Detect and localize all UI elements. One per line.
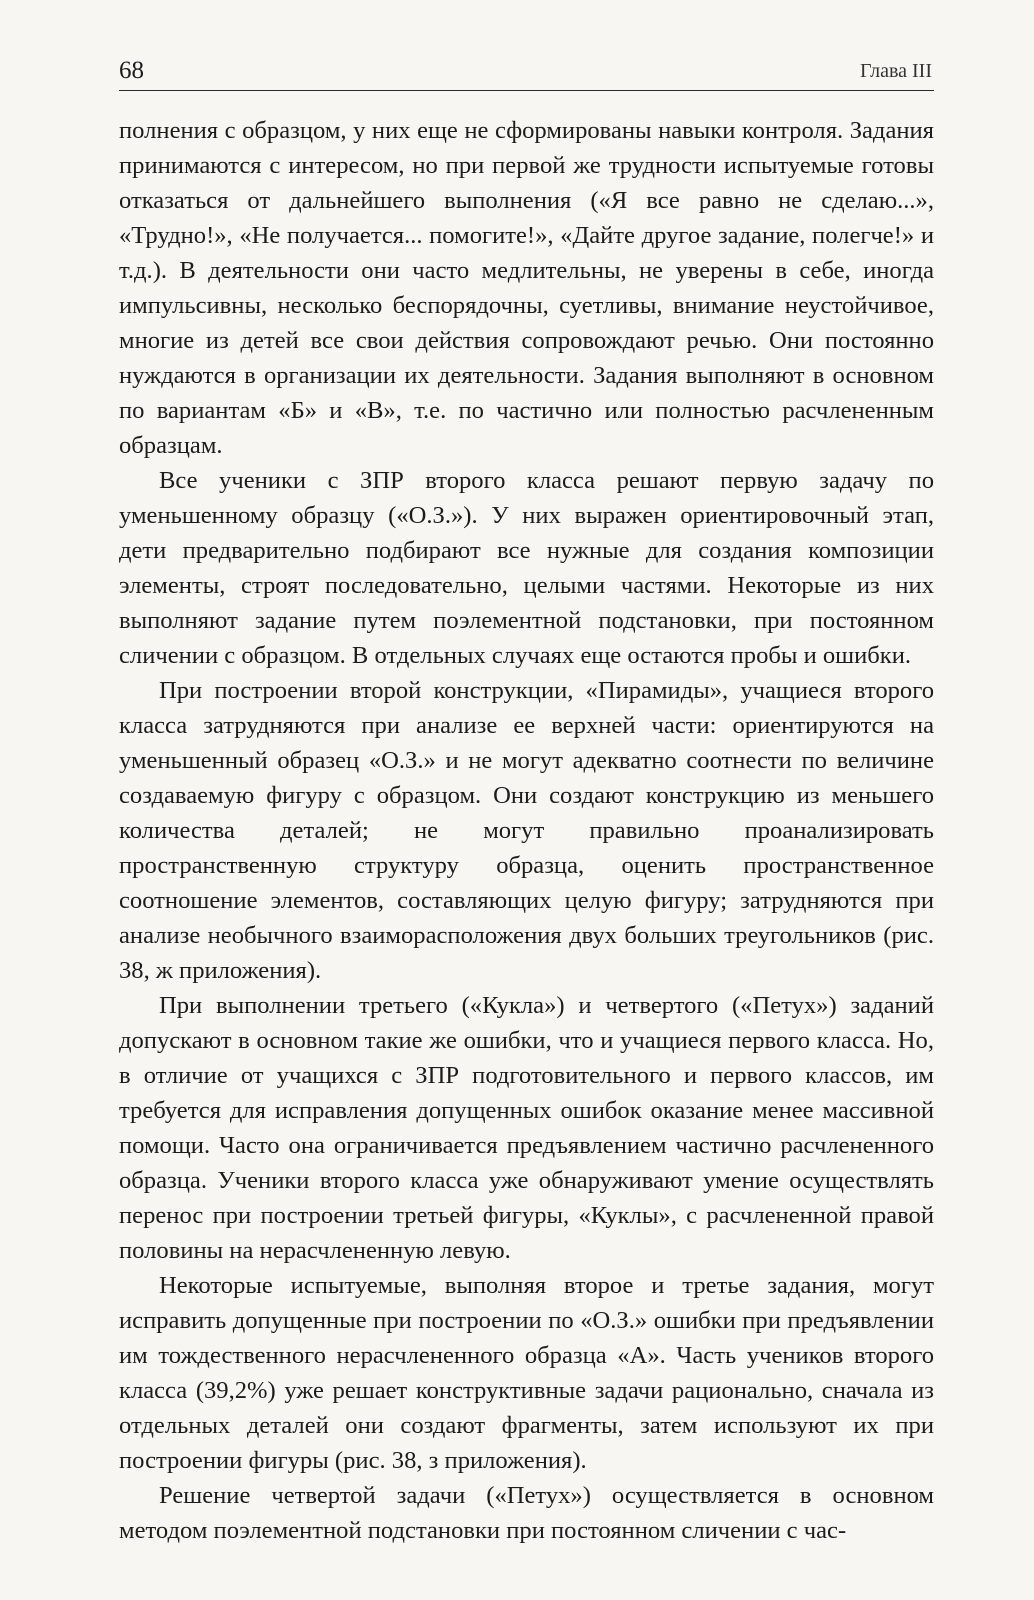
paragraph-6: Решение четвертой задачи («Петух») осуществляется в основном методом поэлементной подстановки при постоянном сличении с час- (119, 1482, 934, 1544)
paragraph-3: При построении второй конструкции, «Пирамиды», учащиеся второго класса затрудняются при анализе ее верхней части: ориентируются на уменьшенный образец «О.З.» и не могут адекватно соотнести по величине создаваемую фигуру с образцом. Они создают конструкцию из меньшего количества деталей; не могут правильно проанализировать пространственную структуру образца, оценить пространственное соотношение элементов, составляющих целую фигуру; затрудняются при анализе необычного взаиморасположения двух больших треугольников (рис. 38, ж приложения). (119, 677, 934, 984)
page-header (119, 56, 934, 91)
paragraph-2: Все ученики с ЗПР второго класса решают первую задачу по уменьшенному образцу («О.З.»). У них выражен ориентировочный этап, дети предварительно подбирают все нужные для создания композиции элементы, строят последовательно, целыми частями. Некоторые из них выполняют задание путем поэлементной подстановки, при постоянном сличении с образцом. В отдельных случаях еще остаются пробы и ошибки. (119, 467, 934, 669)
page-number: 68 (119, 57, 144, 84)
paragraph-4: При выполнении третьего («Кукла») и четвертого («Петух») заданий допускают в основном такие же ошибки, что и учащиеся первого класса. Но, в отличие от учащихся с ЗПР подготовительного и первого классов, им требуется для исправления допущенных ошибок оказание менее массивной помощи. Часто она ограничивается предъявлением частично расчлененного образца. Ученики второго класса уже обнаруживают умение осуществлять перенос при построении третьей фигуры, «Куклы», с расчлененной правой половины на нерасчлененную левую. (119, 992, 934, 1264)
paragraph-1: полнения с образцом, у них еще не сформированы навыки контроля. Задания принимаются с интересом, но при первой же трудности испытуемые готовы отказаться от дальнейшего выполнения («Я все равно не сделаю...», «Трудно!», «Не получается... помогите!», «Дайте другое задание, полегче!» и т.д.). В деятельности они часто медлительны, не уверены в себе, иногда импульсивны, несколько беспорядочны, суетливы, внимание неустойчивое, многие из детей все свои действия сопровождают речью. Они постоянно нуждаются в организации их деятельности. Задания выполняют в основном по вариантам «Б» и «В», т.е. по частично или полностью расчлененным образцам. (119, 117, 934, 459)
running-head: Глава III (860, 60, 932, 82)
body-text (119, 113, 934, 1548)
paragraph-5: Некоторые испытуемые, выполняя второе и третье задания, могут исправить допущенные при построении по «О.З.» ошибки при предъявлении им тождественного нерасчлененного образца «А». Часть учеников второго класса (39,2%) уже решает конструктивные задачи рационально, сначала из отдельных деталей они создают фрагменты, затем используют их при построении фигуры (рис. 38, з приложения). (119, 1272, 934, 1474)
